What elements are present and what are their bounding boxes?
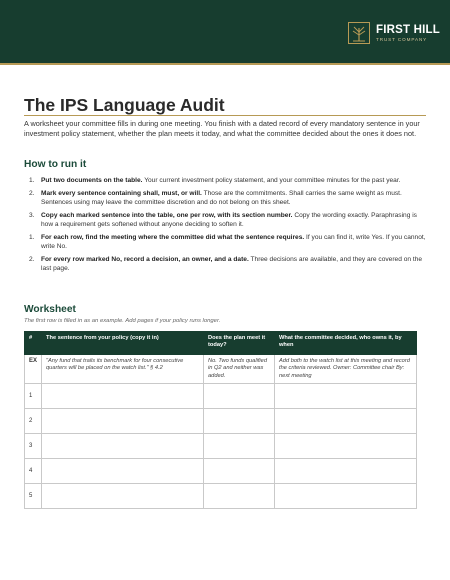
step-item [24,211,428,230]
decision-cell[interactable] [275,434,417,459]
meets-cell[interactable] [204,434,275,459]
step-item [24,189,428,208]
step-number: 1. [29,233,35,241]
header-gold-rule [0,63,450,65]
step-item [24,255,428,274]
table-header-row [25,332,417,355]
table-row [25,409,417,434]
title-divider [24,115,426,116]
steps-list [24,176,428,277]
sentence-cell[interactable] [42,434,204,459]
worksheet-heading: Worksheet [24,304,76,315]
decision-cell[interactable] [275,484,417,509]
header-band [0,0,450,63]
decision-cell[interactable] [275,459,417,484]
step-lead: For every row marked No, record a decision, an owner, and a date. [41,255,249,263]
table-row [25,434,417,459]
intro-paragraph: A worksheet your committee fills in during one meeting. You finish with a dated record of every mandatory sentence in your investment policy statement, whether the plan meets it today, and what the committee decided about the ones it does not. [24,119,420,139]
brand-name: FIRST HILL [376,23,440,36]
sentence-cell[interactable] [42,459,204,484]
step-item [24,233,428,252]
tree-icon [348,22,370,44]
meets-cell[interactable] [204,384,275,409]
meets-cell[interactable] [204,484,275,509]
column-header-decision: What the committee decided, who owns it, by when [275,332,417,355]
step-detail: Those are the commitments. Shall carries the same weight as must. Sentences using may leave the committee discretion and do not belong on this sheet. [41,189,402,206]
step-lead: Put two documents on the table. [41,177,143,184]
step-lead: Copy each marked sentence into the table, one per row, with its section number. [41,211,293,219]
step-detail: Three decisions are available, and they are covered on the last page. [41,255,423,272]
step-lead: For each row, find the meeting where the committee did what the sentence requires. [41,233,305,241]
row-label: EX [25,355,42,384]
table-row [25,459,417,484]
table-row [25,484,417,509]
step-number: 2. [29,189,35,197]
decision-cell[interactable] [275,384,417,409]
example-sentence-cell: "Any fund that trails its benchmark for four consecutive quarters will be placed on the watch list." § 4.2 [42,355,204,384]
step-detail: If you can find it, write Yes. If you cannot, write No. [41,233,426,250]
table-row [25,384,417,409]
sentence-cell[interactable] [42,484,204,509]
row-number: 2 [25,409,42,434]
worksheet-note: The first row is filled in as an example. Add pages if your policy runs longer. [24,318,221,324]
meets-cell[interactable] [204,459,275,484]
column-header-number: # [25,332,42,355]
step-lead: Mark every sentence containing shall, must, or will. [41,189,202,197]
sentence-cell[interactable] [42,384,204,409]
column-header-meets: Does the plan meet it today? [204,332,275,355]
example-decision-cell: Add both to the watch list at this meeting and record the criteria reviewed. Owner: Committee chair By: next meeting [275,355,417,384]
row-number: 3 [25,434,42,459]
page-title: The IPS Language Audit [24,95,225,115]
meets-cell[interactable] [204,409,275,434]
step-number: 2. [29,255,35,263]
example-meets-cell: No. Two funds qualified in Q2 and neither was added. [204,355,275,384]
step-number: 1. [29,177,35,184]
column-header-sentence: The sentence from your policy (copy it in) [42,332,204,355]
step-item [24,176,428,185]
decision-cell[interactable] [275,409,417,434]
row-number: 5 [25,484,42,509]
step-detail: Your current investment policy statement, and your committee minutes for the past year. [142,177,401,184]
step-number: 3. [29,211,35,219]
brand-logo [348,22,440,44]
worksheet-table [24,331,417,509]
step-detail: Copy the wording exactly. Paraphrasing is how a requirement gets softened without anyone deciding to soften it. [41,211,417,228]
table-row-example [25,355,417,384]
sentence-cell[interactable] [42,409,204,434]
how-to-heading: How to run it [24,159,87,170]
row-number: 1 [25,384,42,409]
brand-subtitle: TRUST COMPANY [376,36,428,42]
row-number: 4 [25,459,42,484]
